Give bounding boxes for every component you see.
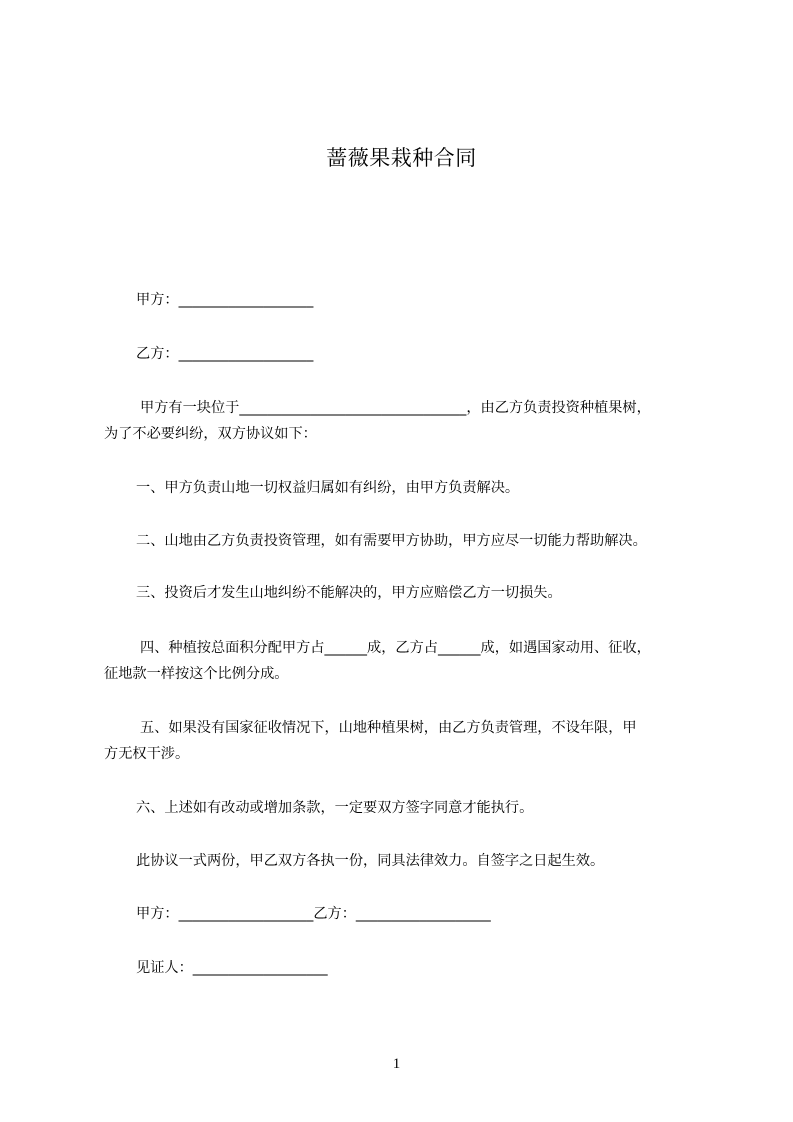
clause-1: 一、甲方负责山地一切权益归属如有纠纷，由甲方负责解决。 — [136, 480, 520, 496]
party-a-line: 甲方：___________________ — [136, 292, 314, 308]
intro-line-2: 为了不必要纠纷，双方协议如下： — [104, 426, 317, 442]
clause-2: 二、山地由乙方负责投资管理，如有需要甲方协助，甲方应尽一切能力帮助解决。 — [136, 533, 647, 549]
party-b-line: 乙方：___________________ — [136, 346, 314, 362]
clause-3: 三、投资后才发生山地纠纷不能解决的，甲方应赔偿乙方一切损失。 — [136, 585, 562, 601]
closing-statement: 此协议一式两份，甲乙双方各执一份，同具法律效力。自签字之日起生效。 — [136, 853, 605, 869]
intro-line-1: 甲方有一块位于________________________________，由乙方负责投资种植果树， — [140, 400, 651, 416]
page-number: 1 — [392, 1056, 401, 1072]
clause-5-line-1: 五、如果没有国家征收情况下，山地种植果树，由乙方负责管理，不设年限，甲 — [140, 720, 637, 736]
clause-4-line-1: 四、种植按总面积分配甲方占______成，乙方占______成，如遇国家动用、征收， — [140, 640, 651, 656]
witness-line: 见证人：___________________ — [136, 960, 328, 976]
clause-4-line-2: 征地款一样按这个比例分成。 — [104, 666, 289, 682]
clause-5-line-2: 方无权干涉。 — [104, 746, 190, 762]
document-title: 蔷薇果栽种合同 — [326, 146, 477, 170]
signature-line: 甲方：___________________乙方：___________________ — [136, 906, 491, 922]
clause-6: 六、上述如有改动或增加条款，一定要双方签字同意才能执行。 — [136, 800, 534, 816]
